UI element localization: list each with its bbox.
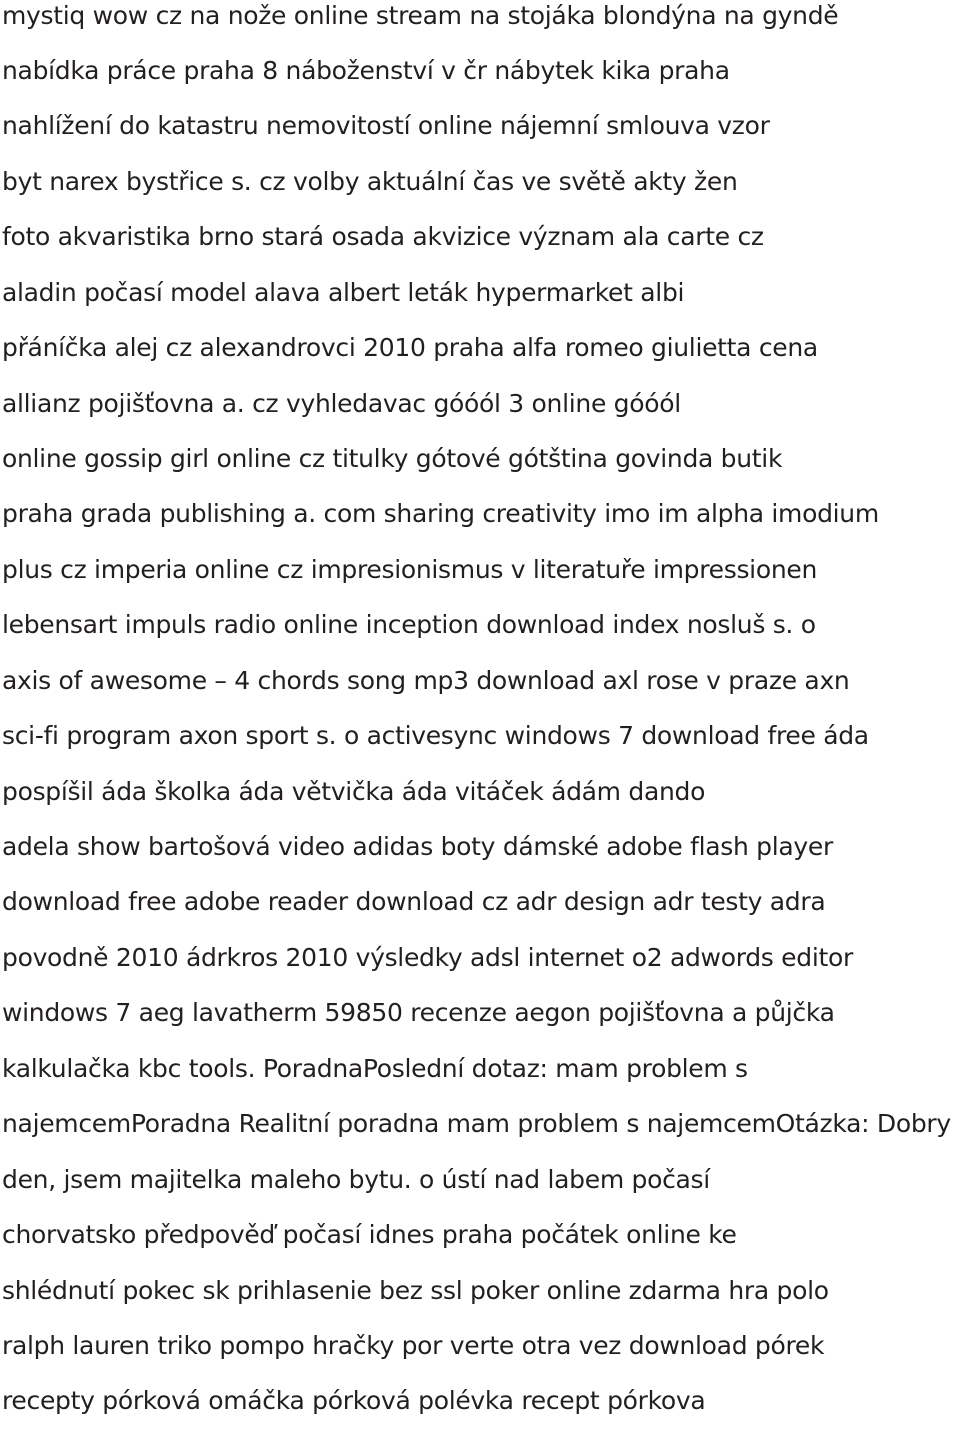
text-line: download free adobe reader download cz adr design adr testy adra [2, 887, 826, 916]
text-line: den, jsem majitelka maleho bytu. o ústí nad labem počasí [2, 1165, 710, 1194]
text-line: nabídka práce praha 8 náboženství v čr nábytek kika praha [2, 56, 730, 85]
text-line: chorvatsko předpověď počasí idnes praha počátek online ke [2, 1220, 737, 1249]
text-line: nahlížení do katastru nemovitostí online nájemní smlouva vzor [2, 111, 770, 140]
text-line: byt narex bystřice s. cz volby aktuální čas ve světě akty žen [2, 167, 738, 196]
text-line: plus cz imperia online cz impresionismus v literatuře impressionen [2, 555, 817, 584]
text-line: windows 7 aeg lavatherm 59850 recenze aegon pojišťovna a půjčka [2, 998, 835, 1027]
text-line: pospíšil áda školka áda větvička áda vitáček ádám dando [2, 777, 706, 806]
text-line: foto akvaristika brno stará osada akvizice význam ala carte cz [2, 222, 764, 251]
text-line: kalkulačka kbc tools. PoradnaPoslední dotaz: mam problem s [2, 1054, 748, 1083]
text-line: lebensart impuls radio online inception download index nosluš s. o [2, 610, 816, 639]
text-line: adela show bartošová video adidas boty dámské adobe flash player [2, 832, 833, 861]
text-line: mystiq wow cz na nože online stream na stojáka blondýna na gyndě [2, 1, 839, 30]
text-line: najemcemPoradna Realitní poradna mam problem s najemcemOtázka: Dobry [2, 1109, 951, 1138]
text-line: recepty pórková omáčka pórková polévka recept pórkova [2, 1386, 706, 1415]
text-line: praha grada publishing a. com sharing creativity imo im alpha imodium [2, 499, 879, 528]
text-line: axis of awesome – 4 chords song mp3 download axl rose v praze axn [2, 666, 850, 695]
text-line: shlédnutí pokec sk prihlasenie bez ssl poker online zdarma hra polo [2, 1276, 829, 1305]
text-line: přáníčka alej cz alexandrovci 2010 praha alfa romeo giulietta cena [2, 333, 818, 362]
text-line: povodně 2010 ádrkros 2010 výsledky adsl internet o2 adwords editor [2, 943, 853, 972]
text-line: aladin počasí model alava albert leták hypermarket albi [2, 278, 685, 307]
text-line: allianz pojišťovna a. cz vyhledavac góóól 3 online góóól [2, 389, 681, 418]
text-line: ralph lauren triko pompo hračky por verte otra vez download pórek [2, 1331, 825, 1360]
text-line: online gossip girl online cz titulky gótové gótština govinda butik [2, 444, 783, 473]
text-line: sci-fi program axon sport s. o activesync windows 7 download free áda [2, 721, 869, 750]
